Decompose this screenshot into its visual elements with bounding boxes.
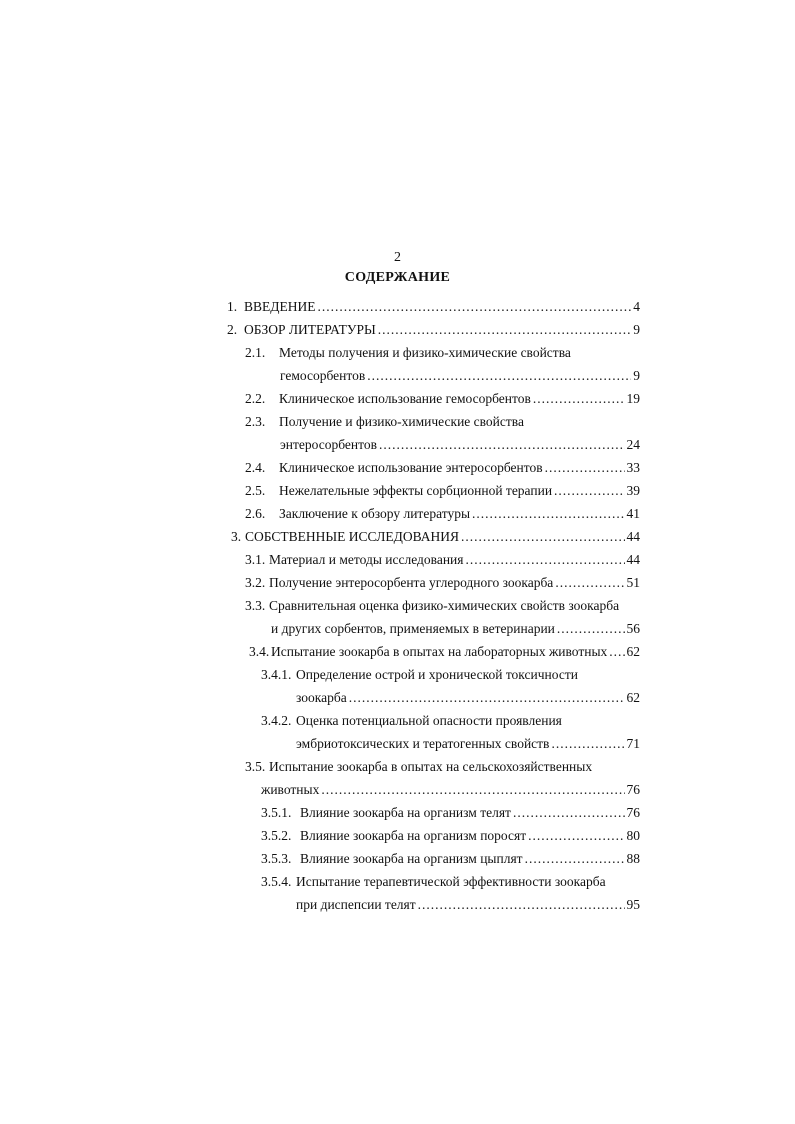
toc-entry: [0, 457, 795, 479]
toc-entry: [0, 572, 795, 594]
toc-entry-text: при диспепсии телят: [296, 897, 416, 912]
toc-entry: [0, 871, 795, 893]
leader-dots: [367, 365, 631, 387]
toc-entry-page: 62: [626, 644, 640, 659]
leader-dots: [533, 388, 625, 410]
leader-dots: [317, 296, 631, 318]
toc-entry-page: 19: [626, 391, 640, 406]
toc-entry-page: 24: [626, 437, 640, 452]
leader-dots: [378, 319, 632, 341]
toc-entry-page: 62: [626, 690, 640, 705]
toc-entry-number: 2.5.: [245, 483, 266, 498]
leader-dots: [525, 848, 625, 870]
toc-entry: [0, 319, 795, 341]
toc-entry-text: Влияние зоокарба на организм телят: [300, 805, 511, 820]
toc-entry-number: 2.1.: [245, 345, 266, 360]
toc-entry: [0, 549, 795, 571]
toc-entry-text: Влияние зоокарба на организм поросят: [300, 828, 527, 843]
toc-entry: [0, 480, 795, 502]
toc-entry-continuation: [0, 687, 795, 709]
toc-entry: [0, 825, 795, 847]
toc-entry-number: 3.5.4.: [261, 874, 292, 889]
toc-entry-continuation: [0, 894, 795, 916]
toc-entry-number: 3.5.: [245, 759, 266, 774]
toc-entry-text: Определение острой и хронической токсичности: [296, 667, 578, 682]
leader-dots: [321, 779, 624, 801]
toc-entry-continuation: [0, 779, 795, 801]
leader-dots: [551, 733, 624, 755]
toc-entry-number: 3.5.2.: [261, 828, 292, 843]
toc-entry-text: и других сорбентов, применяемых в ветеринарии: [271, 621, 555, 636]
leader-dots: [609, 641, 624, 663]
leader-dots: [466, 549, 625, 571]
toc-entry: [0, 641, 795, 663]
leader-dots: [513, 802, 625, 824]
toc-entry-text: Заключение к обзору литературы: [279, 506, 471, 521]
leader-dots: [545, 457, 625, 479]
toc-entry-continuation: [0, 733, 795, 755]
toc-entry: [0, 411, 795, 433]
toc-entry-text: эмбриотоксических и тератогенных свойств: [296, 736, 550, 751]
toc-entry-page: 44: [626, 552, 640, 567]
toc-entry-text: Испытание зоокарба в опытах на сельскохозяйственных: [269, 759, 593, 774]
toc-entry-number: 2.2.: [245, 391, 266, 406]
toc-entry: [0, 802, 795, 824]
toc-entry-number: 3.: [231, 529, 242, 544]
toc-entry-continuation: [0, 434, 795, 456]
toc-entry-number: 2.: [227, 322, 238, 337]
leader-dots: [528, 825, 624, 847]
toc-entry-text: ОБЗОР ЛИТЕРАТУРЫ: [244, 322, 376, 337]
leader-dots: [349, 687, 625, 709]
toc-entry-number: 3.4.2.: [261, 713, 292, 728]
toc-entry-text: Оценка потенциальной опасности проявления: [296, 713, 562, 728]
toc-entry-page: 51: [626, 575, 640, 590]
toc-entry: [0, 296, 795, 318]
toc-entry-text: Клиническое использование гемосорбентов: [279, 391, 531, 406]
toc-entry-continuation: [0, 618, 795, 640]
toc-entry-text: СОБСТВЕННЫЕ ИССЛЕДОВАНИЯ: [245, 529, 459, 544]
toc-entry: [0, 503, 795, 525]
toc-entry-text: Нежелательные эффекты сорбционной терапии: [279, 483, 553, 498]
toc-entry-page: 44: [626, 529, 640, 544]
toc-entry-text: гемосорбентов: [280, 368, 366, 383]
toc-entry-page: 41: [626, 506, 640, 521]
leader-dots: [554, 480, 624, 502]
toc-entry-number: 1.: [227, 299, 238, 314]
toc-entry-text: энтеросорбентов: [280, 437, 377, 452]
toc-entry: [0, 664, 795, 686]
toc-entry-text: ВВЕДЕНИЕ: [244, 299, 316, 314]
toc-entry-text: Материал и методы исследования: [269, 552, 464, 567]
toc-entry: [0, 848, 795, 870]
toc-entry-number: 2.6.: [245, 506, 266, 521]
toc-entry-continuation: [0, 365, 795, 387]
toc-entry: [0, 526, 795, 548]
toc-entry-page: 76: [626, 805, 640, 820]
toc-entry: [0, 595, 795, 617]
toc-entry: [0, 710, 795, 732]
toc-entry-page: 88: [626, 851, 640, 866]
toc-entry-text: Методы получения и физико-химические свойства: [279, 345, 571, 360]
page-number: 2: [394, 250, 401, 265]
toc-entry: [0, 388, 795, 410]
leader-dots: [379, 434, 625, 456]
toc-entry-text: животных: [261, 782, 320, 797]
toc-entry: [0, 342, 795, 364]
toc-entry-text: Влияние зоокарба на организм цыплят: [300, 851, 523, 866]
toc-entry-text: Испытание зоокарба в опытах на лабораторных животных: [271, 644, 608, 659]
toc-entry-page: 76: [626, 782, 640, 797]
toc-entry-text: Получение энтеросорбента углеродного зоокарба: [269, 575, 554, 590]
toc-entry-number: 3.5.3.: [261, 851, 292, 866]
toc-entry-page: 71: [626, 736, 640, 751]
toc-entry-text: Испытание терапевтической эффективности зоокарба: [296, 874, 606, 889]
toc-entry-number: 3.1.: [245, 552, 266, 567]
leader-dots: [418, 894, 625, 916]
toc-entry-page: 80: [626, 828, 640, 843]
toc-entry-text: Клиническое использование энтеросорбентов: [279, 460, 543, 475]
toc-entry-page: 56: [626, 621, 640, 636]
toc-entry-text: зоокарба: [296, 690, 347, 705]
toc-entry-page: 95: [626, 897, 640, 912]
toc-entry-page: 4: [633, 299, 640, 314]
toc-entry: [0, 756, 795, 778]
toc-entry-text: Сравнительная оценка физико-химических свойств зоокарба: [269, 598, 620, 613]
toc-entry-text: Получение и физико-химические свойства: [279, 414, 524, 429]
toc-entry-page: 9: [633, 322, 640, 337]
toc-entry-number: 3.5.1.: [261, 805, 292, 820]
toc-entry-number: 2.4.: [245, 460, 266, 475]
toc-entry-page: 33: [626, 460, 640, 475]
toc-entry-page: 39: [626, 483, 640, 498]
leader-dots: [472, 503, 624, 525]
toc-title: СОДЕРЖАНИЕ: [344, 270, 451, 285]
leader-dots: [555, 572, 624, 594]
toc-entry-number: 3.4.1.: [261, 667, 292, 682]
toc-entry-number: 2.3.: [245, 414, 266, 429]
toc-entry-page: 9: [633, 368, 640, 383]
toc-entry-number: 3.2.: [245, 575, 266, 590]
leader-dots: [461, 526, 625, 548]
toc-entry-number: 3.3.: [245, 598, 266, 613]
toc-entry-number: 3.4.: [249, 644, 270, 659]
leader-dots: [557, 618, 625, 640]
